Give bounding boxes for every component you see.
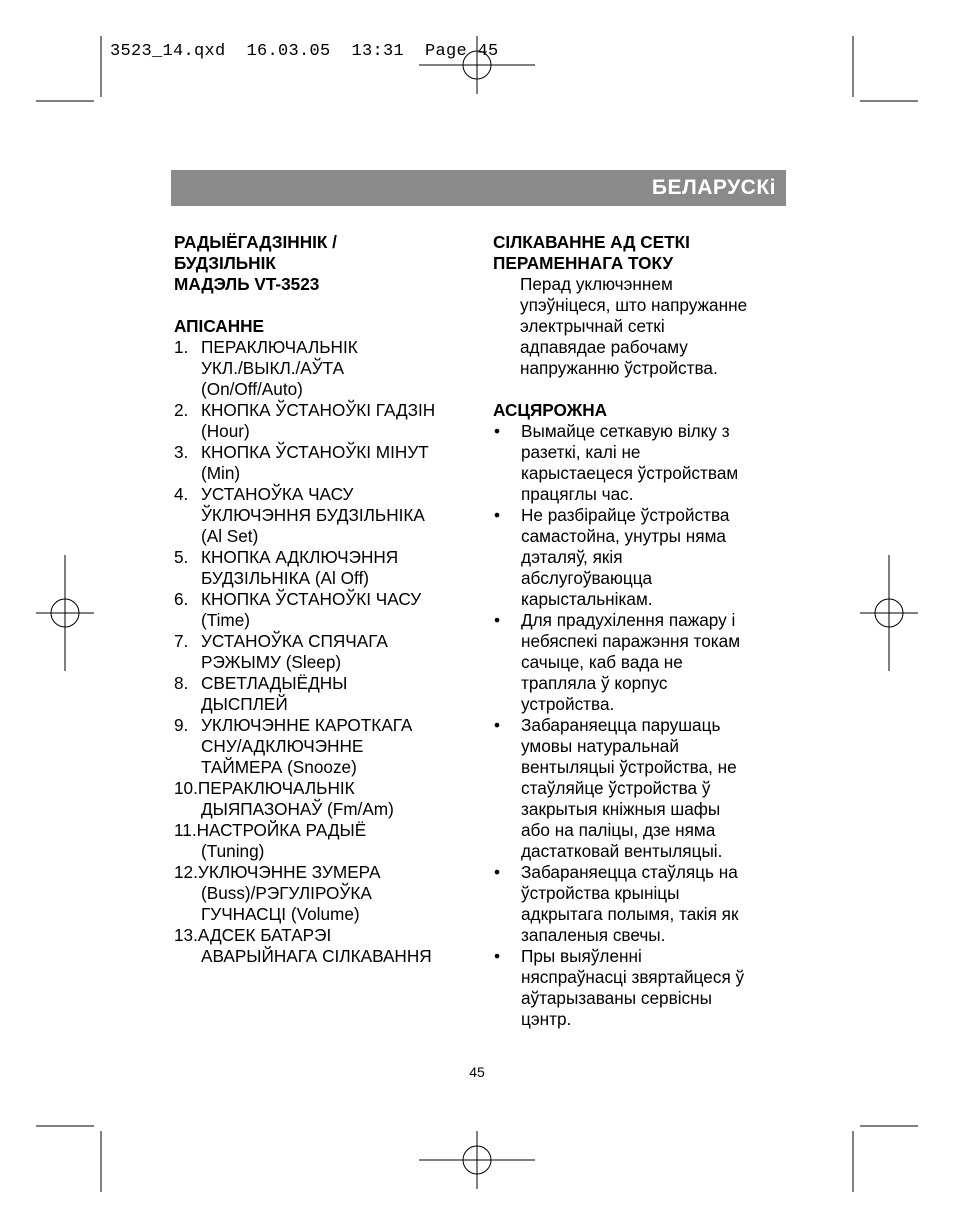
bullet-line: дастатковай вентыляцыі. xyxy=(521,841,723,861)
bullet-line: або на паліцы, дзе няма xyxy=(521,820,716,840)
bullet-line: адкрытага полымя, такія як xyxy=(521,904,739,924)
power-text-line: электрычнай сеткі xyxy=(520,316,665,336)
item-line: БУДЗІЛЬНІКА (Al Off) xyxy=(201,568,369,588)
power-text-line: адпавядае рабочаму xyxy=(520,337,688,357)
item-line: 10.ПЕРАКЛЮЧАЛЬНІК xyxy=(174,778,355,798)
item-line: (Al Set) xyxy=(201,526,259,546)
item-number: 8. xyxy=(174,673,189,693)
item-line: АВАРЫЙНАГА СІЛКАВАННЯ xyxy=(201,946,432,966)
list-item xyxy=(493,946,793,1030)
bullet-line: ўстройства крыніцы xyxy=(521,883,680,903)
item-line: (Time) xyxy=(201,610,251,630)
bullet-icon: • xyxy=(494,946,501,966)
item-line: (Buss)/РЭГУЛІРОЎКА xyxy=(201,883,372,903)
product-title-line: МАДЭЛЬ VT-3523 xyxy=(174,274,320,294)
bullet-line: Забараняецца стаўляць на xyxy=(521,862,738,882)
page-number: 45 xyxy=(469,1064,485,1080)
list-item xyxy=(174,400,474,442)
item-number: 3. xyxy=(174,442,189,462)
bullet-line: Вымайце сеткавую вілку з xyxy=(521,421,730,441)
list-item xyxy=(174,589,474,631)
bullet-line: самастойна, унутры няма xyxy=(521,526,726,546)
list-item xyxy=(174,715,474,778)
item-line: (Tuning) xyxy=(201,841,265,861)
bullet-line: разеткі, калі не xyxy=(521,442,641,462)
bullet-line: закрытыя кніжныя шафы xyxy=(521,799,721,819)
product-title xyxy=(174,232,474,295)
bullet-line: умовы натуральнай xyxy=(521,736,679,756)
item-number: 12. xyxy=(174,862,198,882)
item-number: 5. xyxy=(174,547,189,567)
item-line: ЎКЛЮЧЭННЯ БУДЗІЛЬНІКА xyxy=(201,505,425,525)
power-text-line: Перад уключэннем xyxy=(520,274,673,294)
list-item xyxy=(493,505,793,610)
power-heading-line: СІЛКАВАННЕ АД СЕТКІ xyxy=(493,232,690,252)
parts-list xyxy=(174,337,474,967)
item-line: УСТАНОЎКА СПЯЧАГА xyxy=(201,631,388,651)
item-line: ТАЙМЕРА (Snooze) xyxy=(201,757,357,777)
print-slug: 3523_14.qxd 16.03.05 13:31 Page 45 xyxy=(110,42,499,61)
power-heading-line: ПЕРАМЕННАГА ТОКУ xyxy=(493,253,674,273)
bullet-line: устройства. xyxy=(521,694,615,714)
item-number: 7. xyxy=(174,631,189,651)
item-line: 13.АДСЕК БАТАРЭІ xyxy=(174,925,332,945)
list-item xyxy=(174,673,474,715)
item-line: КНОПКА ЎСТАНОЎКІ ГАДЗІН xyxy=(201,400,436,420)
bullet-line: Пры выяўленні xyxy=(521,946,642,966)
power-text xyxy=(493,274,793,379)
list-item xyxy=(174,442,474,484)
item-number: 10. xyxy=(174,778,198,798)
bullet-line: працяглы час. xyxy=(521,484,634,504)
caution-list xyxy=(493,421,793,1030)
bullet-line: дэталяў, якія xyxy=(521,547,623,567)
item-line: РЭЖЫМУ (Sleep) xyxy=(201,652,342,672)
bullet-line: стаўляйце ўстройства ў xyxy=(521,778,711,798)
list-item xyxy=(174,820,474,862)
bullet-line: вентыляцыі ўстройства, не xyxy=(521,757,737,777)
item-line: СВЕТЛАДЫЁДНЫ xyxy=(201,673,348,693)
list-item xyxy=(174,862,474,925)
right-column xyxy=(493,232,793,1030)
list-item xyxy=(493,610,793,715)
item-line: 11.НАСТРОЙКА РАДЫЁ xyxy=(174,820,367,840)
registration-mark-bottom xyxy=(419,1131,535,1189)
item-line: ДЫЯПАЗОНАЎ (Fm/Am) xyxy=(201,799,394,819)
bullet-icon: • xyxy=(494,421,501,441)
bullet-line: трапляла ў корпус xyxy=(521,673,668,693)
item-line: УСТАНОЎКА ЧАСУ xyxy=(201,484,354,504)
bullet-line: карыстаецеся ўстройствам xyxy=(521,463,739,483)
power-text-line: напружанню ўстройства. xyxy=(520,358,718,378)
item-line: 12.УКЛЮЧЭННЕ ЗУМЕРА xyxy=(174,862,381,882)
list-item xyxy=(493,421,793,505)
list-item xyxy=(174,778,474,820)
item-line: УКЛ./ВЫКЛ./АЎТА xyxy=(201,358,345,378)
list-item xyxy=(174,547,474,589)
bullet-line: цэнтр. xyxy=(521,1009,572,1029)
item-line: ДЫСПЛЕЙ xyxy=(201,694,288,714)
product-title-line: БУДЗІЛЬНІК xyxy=(174,253,276,273)
registration-mark-left xyxy=(36,555,94,671)
bullet-line: небяспекі паражэння токам xyxy=(521,631,741,651)
list-item xyxy=(174,337,474,400)
left-column xyxy=(174,232,474,967)
item-number: 13. xyxy=(174,925,198,945)
bullet-line: сачыце, каб вада не xyxy=(521,652,683,672)
bullet-icon: • xyxy=(494,505,501,525)
item-line: (On/Off/Auto) xyxy=(201,379,303,399)
section-band xyxy=(171,170,786,206)
bullet-line: абслугоўваюцца xyxy=(521,568,653,588)
power-text-line: упэўніцеся, што напружанне xyxy=(520,295,748,315)
list-item xyxy=(493,862,793,946)
item-line: КНОПКА ЎСТАНОЎКІ МІНУТ xyxy=(201,442,429,462)
bullet-line: Не разбірайце ўстройства xyxy=(521,505,730,525)
list-item xyxy=(174,484,474,547)
item-line: ПЕРАКЛЮЧАЛЬНІК xyxy=(201,337,358,357)
item-number: 11. xyxy=(174,820,197,840)
bullet-line: карыстальнікам. xyxy=(521,589,653,609)
caution-heading: АСЦЯРОЖНА xyxy=(493,400,608,420)
item-line: (Min) xyxy=(201,463,241,483)
item-line: (Hour) xyxy=(201,421,250,441)
bullet-icon: • xyxy=(494,610,501,630)
description-heading: АПІСАННЕ xyxy=(174,316,264,336)
item-number: 2. xyxy=(174,400,189,420)
power-heading xyxy=(493,232,793,274)
bullet-line: Забараняецца парушаць xyxy=(521,715,721,735)
item-line: ГУЧНАСЦІ (Volume) xyxy=(201,904,360,924)
bullet-line: Для прадухілення пажару і xyxy=(521,610,736,630)
item-line: УКЛЮЧЭННЕ КАРОТКАГА xyxy=(201,715,413,735)
list-item xyxy=(493,715,793,862)
product-title-line: РАДЫЁГАДЗІННІК / xyxy=(174,232,337,252)
item-number: 6. xyxy=(174,589,189,609)
bullet-icon: • xyxy=(494,862,501,882)
list-item xyxy=(174,631,474,673)
bullet-line: аўтарызаваны сервісны xyxy=(521,988,712,1008)
list-item xyxy=(174,925,474,967)
item-number: 9. xyxy=(174,715,189,735)
item-number: 4. xyxy=(174,484,189,504)
bullet-icon: • xyxy=(494,715,501,735)
item-number: 1. xyxy=(174,337,189,357)
registration-mark-right xyxy=(860,555,918,671)
item-line: КНОПКА ЎСТАНОЎКІ ЧАСУ xyxy=(201,589,422,609)
bullet-line: няспраўнасці звяртайцеся ў xyxy=(521,967,745,987)
bullet-line: запаленыя свечы. xyxy=(521,925,666,945)
item-line: КНОПКА АДКЛЮЧЭННЯ xyxy=(201,547,399,567)
item-line: СНУ/АДКЛЮЧЭННЕ xyxy=(201,736,364,756)
language-title: БЕЛАРУСКі xyxy=(651,176,776,199)
